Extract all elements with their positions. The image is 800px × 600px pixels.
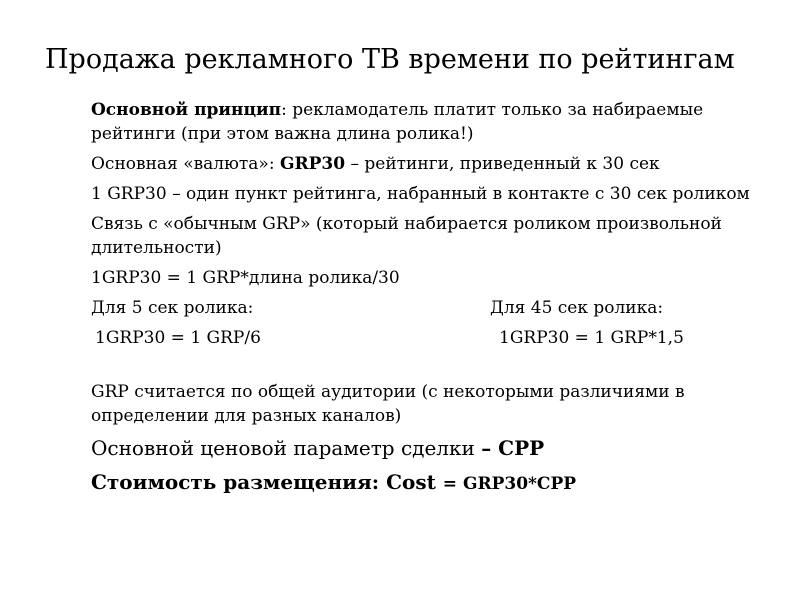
grp-relation: Связь с «обычным GRP» (который набирается роликом произвольной длительности) (91, 214, 722, 258)
currency-paragraph (91, 152, 751, 176)
principle-paragraph (91, 98, 751, 146)
example-formulas-row (91, 326, 751, 350)
slide-body (91, 98, 751, 504)
grp-audience-note: GRP считается по общей аудитории (с некоторыми различиями в определении для разных каналов) (91, 382, 685, 426)
placement-cost-label: Стоимость размещения: Cost (91, 470, 443, 494)
principle-text: : рекламодатель платит только за набираемые рейтинги (при этом важна длина ролика!) (91, 100, 704, 144)
example-45sec-label: Для 45 сек ролика: (490, 298, 664, 318)
currency-grp30: GRP30 (279, 154, 346, 174)
spacer (91, 356, 751, 380)
currency-prefix: Основная «валюта»: (91, 154, 280, 174)
example-45sec-formula: 1GRP30 = 1 GRP*1,5 (499, 328, 684, 348)
principle-label: Основной принцип (91, 100, 282, 120)
example-5sec-formula: 1GRP30 = 1 GRP/6 (95, 328, 261, 348)
price-parameter-text: Основной ценовой параметр сделки (91, 436, 482, 460)
grp30-definition: 1 GRP30 – один пункт рейтинга, набранный в контакте с 30 сек роликом (91, 184, 750, 204)
currency-text: – рейтинги, приведенный к 30 сек (345, 154, 660, 174)
grp-formula: 1GRP30 = 1 GRP*длина ролика/30 (91, 268, 400, 288)
price-parameter-cpp: – CPP (481, 436, 545, 460)
example-5sec-label: Для 5 сек ролика: (91, 298, 254, 318)
slide-title: Продажа рекламного ТВ времени по рейтингам (45, 44, 735, 75)
placement-cost-formula: = GRP30*CPP (442, 474, 577, 494)
price-parameter (91, 434, 751, 462)
placement-cost (91, 468, 751, 498)
example-labels-row (91, 296, 751, 320)
